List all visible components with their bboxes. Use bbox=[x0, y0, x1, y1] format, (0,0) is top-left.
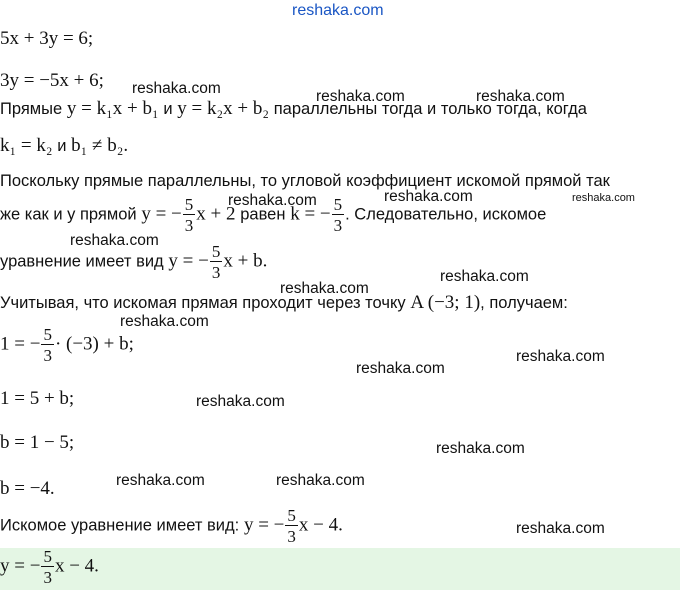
text-line bbox=[0, 196, 546, 234]
text: уравнение имеет вид bbox=[0, 252, 164, 271]
watermark: reshaka.com bbox=[276, 472, 365, 489]
text: Прямые bbox=[0, 100, 63, 118]
math: x + b. bbox=[223, 250, 268, 272]
fraction bbox=[41, 548, 54, 586]
text-line bbox=[0, 135, 128, 157]
watermark: reshaka.com bbox=[356, 360, 445, 377]
watermark: reshaka.com bbox=[476, 88, 565, 105]
watermark: reshaka.com bbox=[316, 88, 405, 105]
text: параллельны тогда и только тогда, когда bbox=[273, 100, 587, 118]
text: и bbox=[57, 137, 67, 155]
answer-line bbox=[0, 548, 99, 586]
watermark: reshaka.com bbox=[436, 440, 525, 457]
math: y = k₂x + b₂ bbox=[177, 98, 269, 119]
text-line bbox=[0, 98, 587, 120]
site-watermark-header[interactable]: reshaka.com bbox=[292, 2, 384, 19]
math: x + 2 bbox=[196, 203, 236, 225]
math: · (−3) + b; bbox=[54, 333, 134, 355]
fraction-denominator: 3 bbox=[43, 568, 52, 587]
watermark: reshaka.com bbox=[440, 268, 529, 285]
math: y = − bbox=[168, 250, 209, 272]
text: , получаем: bbox=[480, 294, 568, 312]
fraction bbox=[285, 507, 298, 545]
fraction-denominator: 3 bbox=[184, 216, 194, 235]
watermark: reshaka.com bbox=[280, 280, 369, 297]
watermark: reshaka.com bbox=[228, 192, 317, 209]
fraction-numerator: 5 bbox=[184, 195, 194, 214]
math: A (−3; 1) bbox=[410, 292, 481, 313]
fraction-denominator: 3 bbox=[287, 527, 296, 546]
text: же как и у прямой bbox=[0, 205, 137, 224]
text: Учитывая, что искомая прямая проходит через точку bbox=[0, 294, 406, 312]
fraction bbox=[41, 326, 54, 364]
math: y = − bbox=[141, 203, 182, 225]
watermark: reshaka.com bbox=[384, 188, 473, 205]
math: k = − bbox=[290, 203, 331, 225]
text-line: Поскольку прямые параллельны, то угловой коэффициент искомой прямой так bbox=[0, 172, 610, 190]
equation-line: b = −4. bbox=[0, 478, 55, 499]
text: Искомое уравнение имеет вид: bbox=[0, 516, 240, 535]
text-line bbox=[0, 292, 568, 314]
equation-line bbox=[0, 326, 134, 364]
watermark: reshaka.com bbox=[196, 393, 285, 410]
equation-line: 1 = 5 + b; bbox=[0, 388, 75, 409]
math: x − 4. bbox=[298, 514, 343, 536]
text-line bbox=[0, 243, 267, 281]
fraction-numerator: 5 bbox=[211, 242, 221, 261]
fraction-denominator: 3 bbox=[333, 216, 343, 235]
fraction-numerator: 5 bbox=[333, 195, 343, 214]
watermark: reshaka.com bbox=[516, 348, 605, 365]
fraction-numerator: 5 bbox=[43, 325, 52, 344]
fraction-denominator: 3 bbox=[43, 346, 52, 365]
text-line bbox=[0, 507, 343, 545]
fraction bbox=[332, 196, 345, 234]
math: y = − bbox=[0, 555, 41, 577]
fraction bbox=[183, 196, 196, 234]
text: равен bbox=[240, 205, 286, 224]
math: 1 = − bbox=[0, 333, 41, 355]
fraction-numerator: 5 bbox=[287, 506, 296, 525]
text: . Следовательно, искомое bbox=[345, 205, 547, 224]
watermark: reshaka.com bbox=[116, 472, 205, 489]
watermark: reshaka.com bbox=[132, 80, 221, 97]
math: b₁ ≠ b₂. bbox=[71, 135, 129, 156]
watermark: reshaka.com bbox=[572, 192, 635, 204]
text: и bbox=[163, 100, 173, 118]
watermark: reshaka.com bbox=[70, 232, 159, 249]
math: y = k₁x + b₁ bbox=[66, 98, 159, 119]
equation-line: b = 1 − 5; bbox=[0, 432, 75, 453]
math: y = − bbox=[243, 514, 285, 536]
fraction-numerator: 5 bbox=[43, 547, 52, 566]
math: x − 4. bbox=[54, 555, 99, 577]
fraction bbox=[210, 243, 223, 281]
watermark: reshaka.com bbox=[120, 313, 209, 330]
math: k₁ = k₂ bbox=[0, 135, 53, 156]
equation-line: 5x + 3y = 6; bbox=[0, 28, 94, 49]
fraction-denominator: 3 bbox=[211, 263, 221, 282]
equation-line: 3y = −5x + 6; bbox=[0, 70, 104, 91]
answer-box bbox=[0, 548, 680, 590]
watermark: reshaka.com bbox=[516, 520, 605, 537]
